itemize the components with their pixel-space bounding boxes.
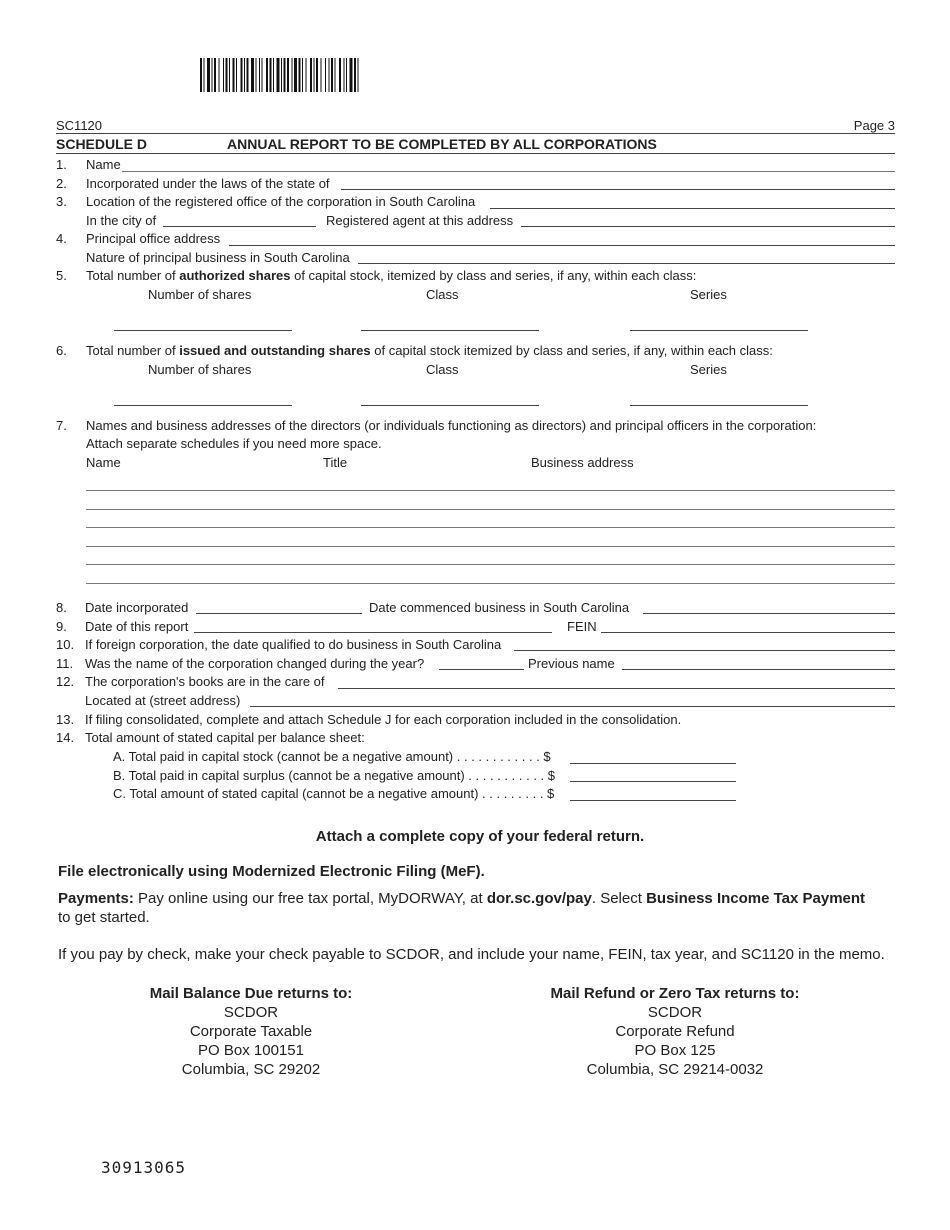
col-title: Title: [323, 455, 348, 470]
books-location-label: Located at (street address): [85, 693, 241, 708]
mail-refund: [530, 984, 820, 1079]
line-number: 13.: [56, 712, 75, 727]
barcode-bar: [256, 58, 257, 92]
city-label: In the city of: [86, 213, 157, 228]
directors-note: Attach separate schedules if you need more space.: [86, 436, 382, 451]
issued-class-field[interactable]: [361, 405, 539, 406]
barcode-bar: [212, 58, 213, 92]
barcode-bar: [284, 58, 286, 92]
directors-row-field[interactable]: [86, 490, 895, 491]
mail-due-line: Corporate Taxable: [189, 1023, 313, 1040]
directors-label: Names and business addresses of the directors (or individuals functioning as directors) and principal officers in the corporation:: [86, 418, 817, 433]
barcode-bar: [350, 58, 353, 92]
authorized-series-field[interactable]: [630, 330, 808, 331]
barcode-bar: [292, 58, 293, 92]
stated-capital-label: Total amount of stated capital per balance sheet:: [85, 730, 365, 745]
barcode-bar: [329, 58, 330, 92]
incorporated-state-label: Incorporated under the laws of the state of: [86, 176, 330, 191]
barcode-bar: [335, 58, 336, 92]
barcode-bar: [244, 58, 245, 92]
divider: [56, 133, 895, 134]
barcode: [200, 58, 470, 92]
col-number-of-shares: Number of shares: [148, 362, 252, 377]
barcode-bar: [270, 58, 272, 92]
registered-agent-field[interactable]: [521, 226, 895, 227]
barcode-bar: [200, 58, 202, 92]
barcode-bar: [302, 58, 303, 92]
stated-capital-total-label: C. Total amount of stated capital (cannot be a negative amount) . . . . . . . . . $: [113, 786, 555, 801]
authorized-shares-label: Total number of authorized shares of capital stock, itemized by class and series, if any, within each class:: [86, 268, 697, 283]
barcode-bar: [207, 58, 210, 92]
barcode-bar: [316, 58, 318, 92]
barcode-bar: [262, 58, 263, 92]
divider: [56, 153, 895, 154]
barcode-bar: [277, 58, 280, 92]
capital-stock-field[interactable]: [570, 763, 736, 764]
barcode-bar: [223, 58, 224, 92]
foreign-corp-field[interactable]: [514, 650, 895, 651]
barcode-bar: [314, 58, 315, 92]
previous-name-field[interactable]: [622, 669, 895, 670]
line-number: 3.: [56, 194, 67, 209]
barcode-bar: [226, 58, 228, 92]
barcode-bar: [273, 58, 274, 92]
line-number: 7.: [56, 418, 67, 433]
authorized-class-field[interactable]: [361, 330, 539, 331]
city-field[interactable]: [163, 226, 316, 227]
line-number: 1.: [56, 157, 67, 172]
name-changed-field[interactable]: [439, 669, 524, 670]
mail-due-title: Mail Balance Due returns to:: [149, 985, 353, 1002]
col-name: Name: [86, 455, 121, 470]
incorporated-state-field[interactable]: [341, 189, 895, 190]
barcode-bar: [344, 58, 345, 92]
col-business-address: Business address: [531, 455, 634, 470]
barcode-bar: [233, 58, 235, 92]
line-number: 5.: [56, 268, 67, 283]
line-number: 8.: [56, 600, 67, 615]
books-care-label: The corporation's books are in the care of: [85, 674, 325, 689]
line-number: 12.: [56, 674, 75, 689]
check-payment-note: If you pay by check, make your check payable to SCDOR, and include your name, FEIN, tax year, and SC1120 in the memo.: [58, 946, 885, 963]
capital-stock-label: A. Total paid in capital stock (cannot be a negative amount) . . . . . . . . . . . . $: [113, 749, 551, 764]
schedule-label: SCHEDULE D: [56, 136, 148, 152]
document-code: 30913065: [101, 1158, 187, 1177]
directors-row-field[interactable]: [86, 564, 895, 565]
mail-refund-line: SCDOR: [647, 1004, 703, 1021]
nature-business-field[interactable]: [358, 263, 895, 264]
line-number: 2.: [56, 176, 67, 191]
mail-refund-line: Corporate Refund: [615, 1023, 735, 1040]
principal-office-label: Principal office address: [86, 231, 221, 246]
barcode-bar: [281, 58, 282, 92]
barcode-bar: [321, 58, 322, 92]
directors-row-field[interactable]: [86, 583, 895, 584]
registered-agent-label: Registered agent at this address: [326, 213, 514, 228]
issued-shares-field[interactable]: [114, 405, 292, 406]
mail-refund-line: PO Box 125: [634, 1042, 716, 1059]
barcode-bar: [229, 58, 230, 92]
mail-due-line: Columbia, SC 29202: [181, 1061, 321, 1078]
date-report-label: Date of this report: [85, 619, 189, 634]
barcode-bar: [346, 58, 347, 92]
capital-surplus-field[interactable]: [570, 781, 736, 782]
name-field[interactable]: [122, 171, 895, 172]
foreign-corp-label: If foreign corporation, the date qualified to do business in South Carolina: [85, 637, 502, 652]
directors-row-field[interactable]: [86, 509, 895, 510]
efile-note: File electronically using Modernized Electronic Filing (MeF).: [58, 863, 485, 880]
barcode-bar: [204, 58, 205, 92]
col-series: Series: [690, 362, 727, 377]
name-changed-label: Was the name of the corporation changed during the year?: [85, 656, 425, 671]
directors-row-field[interactable]: [86, 527, 895, 528]
barcode-bar: [259, 58, 260, 92]
date-incorporated-field[interactable]: [196, 613, 362, 614]
barcode-bar: [266, 58, 268, 92]
line-number: 10.: [56, 637, 75, 652]
mail-due-line: SCDOR: [223, 1004, 279, 1021]
mail-refund-title: Mail Refund or Zero Tax returns to:: [550, 985, 800, 1002]
form-id: SC1120: [56, 118, 103, 133]
name-label: Name: [86, 157, 121, 172]
issued-shares-label: Total number of issued and outstanding shares of capital stock itemized by class and series, if any, within each class:: [86, 343, 773, 358]
barcode-bar: [294, 58, 297, 92]
barcode-bar: [219, 58, 220, 92]
line-number: 14.: [56, 730, 75, 745]
capital-surplus-label: B. Total paid in capital surplus (cannot be a negative amount) . . . . . . . . . . . $: [113, 768, 555, 783]
barcode-bar: [306, 58, 307, 92]
mail-due-line: PO Box 100151: [198, 1042, 304, 1059]
barcode-bar: [247, 58, 249, 92]
issued-series-field[interactable]: [630, 405, 808, 406]
line-number: 6.: [56, 343, 67, 358]
mail-refund-line: Columbia, SC 29214-0032: [586, 1061, 764, 1078]
line-number: 9.: [56, 619, 67, 634]
registered-office-field[interactable]: [490, 208, 895, 209]
books-care-field[interactable]: [338, 688, 895, 689]
barcode-bar: [358, 58, 359, 92]
authorized-shares-field[interactable]: [114, 330, 292, 331]
mail-balance-due: [121, 984, 381, 1079]
barcode-bar: [310, 58, 312, 92]
fein-field[interactable]: [601, 632, 895, 633]
col-series: Series: [690, 287, 727, 302]
line-number: 11.: [56, 656, 74, 671]
stated-capital-total-field[interactable]: [570, 800, 736, 801]
fein-label: FEIN: [567, 619, 597, 634]
books-location-field[interactable]: [250, 706, 895, 707]
barcode-bar: [214, 58, 216, 92]
pay-url-link[interactable]: dor.sc.gov/pay: [486, 890, 592, 907]
page-title: ANNUAL REPORT TO BE COMPLETED BY ALL CORPORATIONS: [227, 136, 657, 152]
line-number: 4.: [56, 231, 67, 246]
payments-note: Payments: Pay online using our free tax portal, MyDORWAY, at dor.sc.gov/pay. Select Business Income Tax Payment to get started.: [58, 890, 866, 926]
barcode-bar: [331, 58, 333, 92]
attach-federal-note: Attach a complete copy of your federal return.: [315, 828, 645, 845]
col-class: Class: [426, 287, 459, 302]
consolidated-note: If filing consolidated, complete and attach Schedule J for each corporation included in the consolidation.: [85, 712, 682, 727]
date-commenced-field[interactable]: [643, 613, 895, 614]
col-number-of-shares: Number of shares: [148, 287, 252, 302]
barcode-bar: [251, 58, 254, 92]
col-class: Class: [426, 362, 459, 377]
principal-office-field[interactable]: [229, 245, 895, 246]
page-number: Page 3: [853, 118, 895, 133]
barcode-bar: [354, 58, 356, 92]
date-incorporated-label: Date incorporated: [85, 600, 189, 615]
registered-office-label: Location of the registered office of the corporation in South Carolina: [86, 194, 476, 209]
barcode-bar: [241, 58, 243, 92]
date-commenced-label: Date commenced business in South Carolina: [369, 600, 630, 615]
date-report-field[interactable]: [194, 632, 552, 633]
barcode-bar: [299, 58, 301, 92]
barcode-bar: [325, 58, 326, 92]
directors-row-field[interactable]: [86, 546, 895, 547]
nature-business-label: Nature of principal business in South Carolina: [86, 250, 350, 265]
barcode-bar: [339, 58, 341, 92]
barcode-bar: [236, 58, 237, 92]
previous-name-label: Previous name: [528, 656, 615, 671]
barcode-bar: [287, 58, 289, 92]
